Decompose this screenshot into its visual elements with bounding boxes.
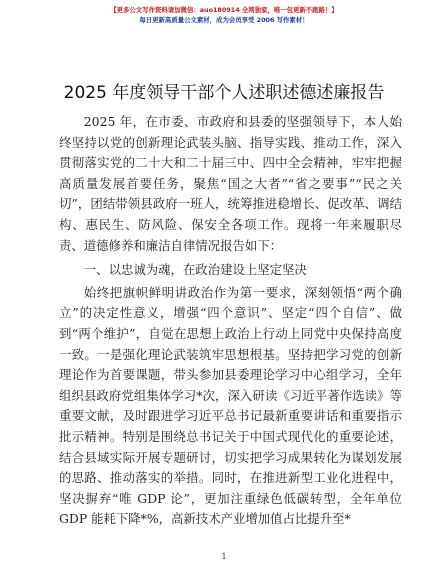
promo-header <box>0 5 448 25</box>
document-body <box>59 112 402 530</box>
promo-line-1: 【更多公文写作资料请加微信：auo180914 全网独家，唯一包更新不跑路！】 <box>110 6 338 14</box>
section-1-heading: 一、以忠诚为魂，在政治建设上坚定坚决 <box>83 262 307 278</box>
promo-line-2: 每日更新高质量公文素材，成为会员享受 2006 写作素材！ <box>139 16 309 24</box>
document-title: 2025 年度领导干部个人述职述德述廉报告 <box>63 83 385 103</box>
intro-paragraph: 2025 年，在市委、市政府和县委的坚强领导下，本人始终坚持以党的创新理论武装头脑、指导实践、推动工作，深入贯彻落实党的二十大和二十届三中、四中全会精神，牢牢把握高质量发展首要任务，聚焦“国之大者”“省之要事”“民之关切”，团结带领县政府一班人，统筹推进稳增长、促改革、调结构、惠民生、防风险、保安全各项工作。现将一年来履职尽责、道德修养和廉洁自律情况报告如下： <box>59 114 402 253</box>
section-1-paragraph: 始终把旗帜鲜明讲政治作为第一要求，深刻领悟“两个确立”的决定性意义，增强“四个意识”、坚定“四个自信”、做到“两个维护”，自觉在思想上政治上行动上同党中央保持高度一致。一是强化理论武装筑牢思想根基。坚持把学习党的创新理论作为首要课题，带头参加县委理论学习中心组学习，全年组织县政府党组集体学习*次，深入研读《习近平著作选读》等重要文献，及时跟进学习近平总书记最新重要讲话和重要指示批示精神。特别是围绕总书记关于中国式现代化的重要论述，结合县域实际开展专题研讨，切实把学习成果转化为谋划发展的思路、推动落实的举措。同时，在推进新型工业化进程中，坚决摒弃“唯 GDP 论”，更加注重绿色低碳转型，全年单位 GDP 能耗下降*%，高新技术产业增加值占比提升至* <box>59 284 402 527</box>
page-number: 1 <box>221 552 227 561</box>
